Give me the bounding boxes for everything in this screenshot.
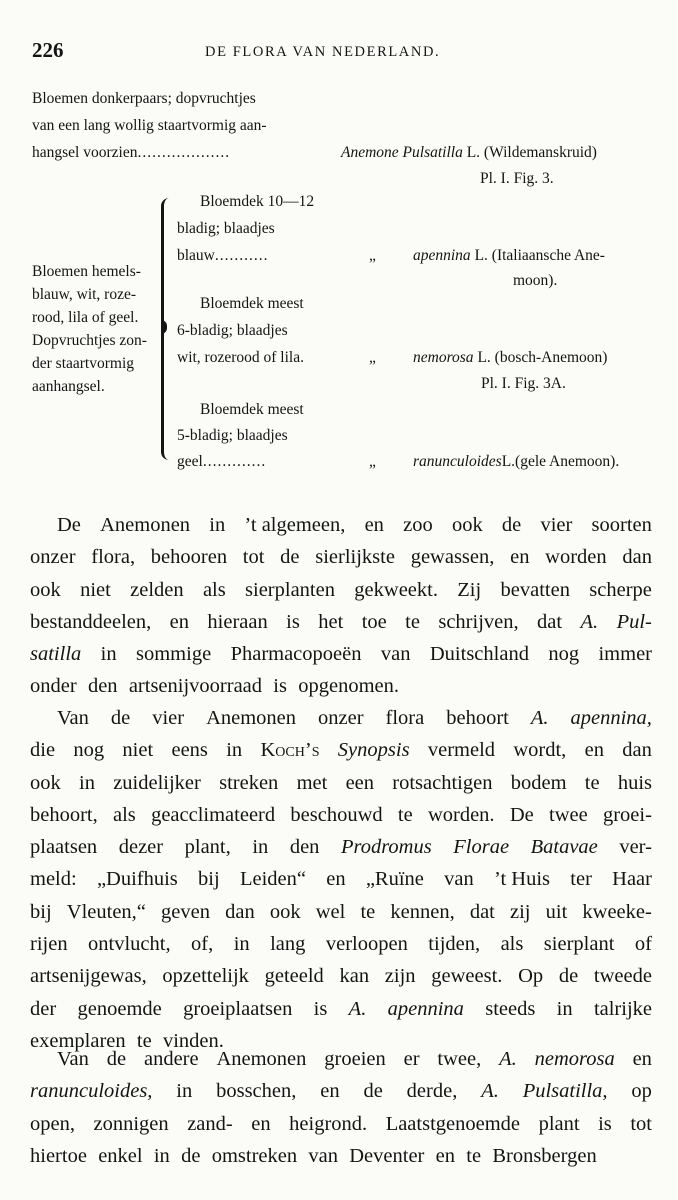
key-a-desc-line-2: van een lang wollig staartvormig aan- <box>32 117 267 134</box>
running-head: DE FLORA VAN NEDERLAND. <box>205 44 441 60</box>
genus-name: Anemone <box>341 144 399 161</box>
word: ter <box>570 868 592 891</box>
word: er <box>403 1048 420 1070</box>
word: Synopsis <box>337 739 410 762</box>
word: beschouwd <box>290 803 383 826</box>
word: Anemonen <box>216 1048 307 1070</box>
word: open, <box>30 1112 75 1135</box>
word: vermeld <box>427 739 496 762</box>
word: flora <box>385 707 425 729</box>
word: tot <box>242 546 265 569</box>
word: vier <box>152 707 185 729</box>
word: gekweekt. <box>354 578 438 601</box>
word: der <box>30 997 57 1020</box>
word: in <box>226 739 243 762</box>
word: geteeld <box>264 965 324 988</box>
word: zonnigen <box>93 1112 169 1135</box>
word: opgenomen. <box>298 675 400 698</box>
word: derde, <box>406 1080 458 1103</box>
word: A. <box>580 610 599 633</box>
word: twee, <box>437 1048 482 1070</box>
word: zoo <box>403 514 433 536</box>
text-line <box>30 767 652 799</box>
word: toe <box>361 610 387 633</box>
word: bosschen, <box>216 1080 297 1103</box>
word: Anemonen <box>206 707 297 729</box>
word: „Duifhuis <box>96 868 178 891</box>
word: scherpe <box>589 578 652 601</box>
word: bij <box>198 868 220 891</box>
word: is <box>313 997 328 1020</box>
word: nog <box>548 643 580 666</box>
word: den <box>289 836 320 859</box>
word: onzer <box>30 546 76 569</box>
word: zij <box>510 900 531 923</box>
word: Pulsatilla, <box>522 1080 608 1103</box>
key-b1-desc-line-3: blauw........... <box>177 247 269 264</box>
word: te <box>405 610 420 633</box>
word: bodem <box>510 771 567 794</box>
word: sierplanten <box>245 578 335 601</box>
word: dan <box>225 900 255 923</box>
text-line <box>30 1043 652 1075</box>
text-line <box>30 702 652 734</box>
word: die <box>30 739 56 762</box>
word: Van <box>57 1048 89 1070</box>
word: te <box>397 803 413 826</box>
word: Deventer <box>349 1144 425 1167</box>
word: Prodromus <box>340 836 432 859</box>
word: is <box>598 1112 612 1135</box>
key-b2-plate-ref: Pl. I. Fig. 3A. <box>481 375 566 392</box>
word: en <box>251 1112 271 1135</box>
text-line <box>30 670 652 702</box>
word: te <box>466 1144 482 1167</box>
key-b1-common-cont: moon). <box>513 272 558 289</box>
word: de <box>363 1080 383 1103</box>
word: plant, <box>184 836 231 859</box>
word: in <box>209 514 226 536</box>
word: twee <box>549 803 588 826</box>
key-b2-desc-line-3: wit, rozerood of lila. <box>177 349 304 366</box>
word: van <box>380 643 411 666</box>
word: groeiplaatsen <box>183 997 293 1020</box>
word: de <box>181 1144 201 1167</box>
word: „Ruïne <box>365 868 424 891</box>
word: vier <box>540 514 573 536</box>
word: ver- <box>619 836 652 859</box>
word: heigrond. <box>289 1112 368 1135</box>
word: artsenijgewas, <box>30 965 147 988</box>
word: of <box>634 933 652 956</box>
word: streken <box>219 771 279 794</box>
word: uit <box>545 900 568 923</box>
word: geacclimateerd <box>151 803 276 826</box>
word: flora, <box>91 546 136 569</box>
word: dan <box>622 546 652 569</box>
word: sommige <box>136 643 212 666</box>
word: hiertoe <box>30 1144 87 1167</box>
word: Zij <box>457 578 482 601</box>
word: en <box>632 1048 652 1070</box>
word: plant <box>538 1112 580 1135</box>
body-paragraph-3 <box>30 1043 652 1172</box>
word: Leiden“ <box>239 868 306 891</box>
key-b3-desc-line-3: geel............. <box>177 453 267 470</box>
word: en <box>169 610 190 633</box>
word: als <box>500 933 524 956</box>
word: kennen, <box>390 900 455 923</box>
text-line <box>30 831 652 863</box>
key-a-desc-line-1: Bloemen donkerpaars; dopvruchtjes <box>32 90 256 107</box>
word: kweeke- <box>582 900 652 923</box>
word: en <box>364 514 384 536</box>
word: Pul- <box>616 610 652 633</box>
word: geweest. <box>431 965 503 988</box>
word: A. <box>481 1080 499 1103</box>
word: behooren <box>150 546 228 569</box>
word: en <box>326 868 346 891</box>
word: is <box>286 610 300 633</box>
word: Pharmacopoeën <box>230 643 362 666</box>
word: Florae <box>453 836 510 859</box>
word: ranunculoides, <box>30 1080 153 1103</box>
word: Koch’s <box>260 739 320 762</box>
word: wordt, <box>513 739 567 762</box>
word: apennina <box>387 997 464 1020</box>
word: apennina, <box>570 707 652 729</box>
text-line <box>30 1075 652 1107</box>
word: Op <box>518 965 544 988</box>
word: onder <box>30 675 77 698</box>
ditto-mark: „ <box>369 349 376 366</box>
word: dat <box>537 610 563 633</box>
word: te <box>584 771 600 794</box>
word: vinden. <box>162 1029 224 1052</box>
word: artsenijvoorraad <box>128 675 263 698</box>
word: satilla <box>30 643 82 666</box>
word: op <box>631 1080 652 1103</box>
word: een <box>345 771 375 794</box>
word: zand- <box>187 1112 233 1135</box>
word: gewassen, <box>410 546 495 569</box>
word: de <box>110 707 131 729</box>
word: talrijke <box>593 997 652 1020</box>
word: behoort, <box>30 803 98 826</box>
word: den <box>87 675 118 698</box>
word: meld: <box>30 868 77 891</box>
word: immer <box>598 643 652 666</box>
word: behoort <box>446 707 509 729</box>
word: ook <box>30 578 61 601</box>
key-group-label: Bloemen hemels- blauw, wit, roze- rood, lila of geel. Dopvruchtjes zon- der staartvormig aanhangsel. <box>32 263 147 395</box>
ditto-mark: „ <box>369 247 376 264</box>
word: en <box>510 546 530 569</box>
word: schrijven, <box>438 610 519 633</box>
word: dan <box>622 739 652 762</box>
key-b2-desc-line-1: Bloemdek meest <box>200 295 304 312</box>
word: A. <box>348 997 367 1020</box>
word: hieraan <box>207 610 268 633</box>
word: in <box>556 997 573 1020</box>
key-b3-desc-line-2: 5-bladig; blaadjes <box>177 427 288 444</box>
author-common-name: L.(gele Anemoon). <box>501 453 620 470</box>
word: in <box>233 933 250 956</box>
key-a-taxon <box>341 144 597 162</box>
word: zelden <box>130 578 184 601</box>
word: in <box>100 643 117 666</box>
word: sierlijkste <box>315 546 395 569</box>
text-line <box>30 1140 652 1172</box>
word: ’t Huis <box>494 868 551 891</box>
word: de <box>558 965 579 988</box>
word: Laatstgenoemde <box>385 1112 521 1135</box>
body-paragraph-2 <box>30 702 652 1057</box>
word: Duitschland <box>429 643 529 666</box>
word: De <box>509 803 534 826</box>
word: of, <box>191 933 214 956</box>
text-line <box>30 993 652 1025</box>
word: bevatten <box>500 578 570 601</box>
key-b1-desc-line-2: bladig; blaadjes <box>177 220 275 237</box>
word: niet <box>80 578 111 601</box>
text-line <box>30 928 652 960</box>
word: wel <box>315 900 346 923</box>
word: in <box>176 1080 193 1103</box>
word: te <box>136 1029 152 1052</box>
species-name: apennina <box>413 247 471 264</box>
word: in <box>252 836 269 859</box>
word: dezer <box>118 836 164 859</box>
key-b1-desc-line-1: Bloemdek 10—12 <box>200 193 315 210</box>
text-line <box>30 734 652 766</box>
word: A. <box>499 1048 517 1070</box>
page-number: 226 <box>32 38 64 62</box>
key-b2-desc-line-2: 6-bladig; blaadjes <box>177 322 288 339</box>
text-line <box>30 509 652 541</box>
word: omstreken <box>211 1144 298 1167</box>
word: als <box>202 578 226 601</box>
text-line <box>30 574 652 606</box>
key-b3-taxon <box>413 453 619 471</box>
word: huis <box>617 771 652 794</box>
word: Batavae <box>530 836 598 859</box>
word: Bronsbergen <box>492 1144 597 1167</box>
author-common-name: L. (Italiaansche Ane- <box>474 247 605 264</box>
word: en <box>584 739 604 762</box>
word: exemplaren <box>30 1029 126 1052</box>
word: bestanddeelen, <box>30 610 152 633</box>
word: de <box>501 514 522 536</box>
species-name: nemorosa <box>413 349 474 366</box>
word: verloopen <box>325 933 408 956</box>
word: rotsachtigen <box>392 771 493 794</box>
word: Anemonen <box>100 514 191 536</box>
word: genoemde <box>77 997 162 1020</box>
word: Haar <box>612 868 652 891</box>
word: bij <box>30 900 52 923</box>
word: tijden, <box>428 933 481 956</box>
key-b1-taxon <box>413 247 605 265</box>
word: is <box>273 675 287 698</box>
word: en <box>435 1144 455 1167</box>
word: dat <box>469 900 495 923</box>
word: ook <box>451 514 483 536</box>
word: van <box>444 868 474 891</box>
key-b2-taxon <box>413 349 607 367</box>
word: worden <box>545 546 607 569</box>
word: te <box>360 900 376 923</box>
word: Vleuten,“ <box>66 900 146 923</box>
word: sierplant <box>543 933 615 956</box>
word: groeien <box>324 1048 386 1070</box>
word: nog <box>73 739 105 762</box>
text-line <box>30 960 652 992</box>
word: soorten <box>591 514 652 536</box>
word: in <box>153 1144 170 1167</box>
word: als <box>113 803 136 826</box>
word: Van <box>57 707 89 729</box>
text-line <box>30 541 652 573</box>
word: in <box>79 771 95 794</box>
word: onzer <box>318 707 364 729</box>
text-line <box>30 1108 652 1140</box>
word: rijen <box>30 933 68 956</box>
word: andere <box>143 1048 199 1070</box>
word: tweede <box>593 965 652 988</box>
word: ’t algemeen, <box>244 514 346 536</box>
author-common-name: L. (Wildemanskruid) <box>466 144 597 161</box>
word: van <box>308 1144 338 1167</box>
body-paragraph-1 <box>30 509 652 703</box>
word: ontvlucht, <box>88 933 171 956</box>
key-b3-desc-line-1: Bloemdek meest <box>200 401 304 418</box>
word: de <box>280 546 300 569</box>
word: zuidelijker <box>113 771 201 794</box>
word: geven <box>161 900 210 923</box>
word: plaatsen <box>30 836 98 859</box>
text-line <box>30 863 652 895</box>
word: lang <box>270 933 306 956</box>
author-common-name: L. (bosch-Anemoon) <box>477 349 608 366</box>
word: ook <box>269 900 301 923</box>
word: eens <box>171 739 208 762</box>
word: opzettelijk <box>162 965 249 988</box>
word: nemorosa <box>534 1048 615 1070</box>
word: en <box>320 1080 340 1103</box>
key-a-plate-ref: Pl. I. Fig. 3. <box>480 170 554 187</box>
word: enkel <box>98 1144 143 1167</box>
text-line <box>30 638 652 670</box>
key-brace-point <box>156 320 167 334</box>
text-line <box>30 606 652 638</box>
word: kan <box>339 965 370 988</box>
word: steeds <box>485 997 536 1020</box>
text-line <box>30 799 652 831</box>
word: de <box>106 1048 127 1070</box>
word: ook <box>30 771 61 794</box>
word: De <box>57 514 81 536</box>
key-a-desc-line-3: hangsel voorzien................... <box>32 144 231 161</box>
word: tot <box>630 1112 652 1135</box>
word: groei- <box>602 803 652 826</box>
word: met <box>296 771 328 794</box>
ditto-mark: „ <box>369 453 376 470</box>
word: het <box>318 610 344 633</box>
word: zijn <box>384 965 416 988</box>
word: niet <box>122 739 154 762</box>
word: worden. <box>427 803 495 826</box>
text-line <box>30 896 652 928</box>
word: A. <box>530 707 549 729</box>
species-name: ranunculoides <box>413 453 502 470</box>
species-name: Pulsatilla <box>402 144 463 161</box>
